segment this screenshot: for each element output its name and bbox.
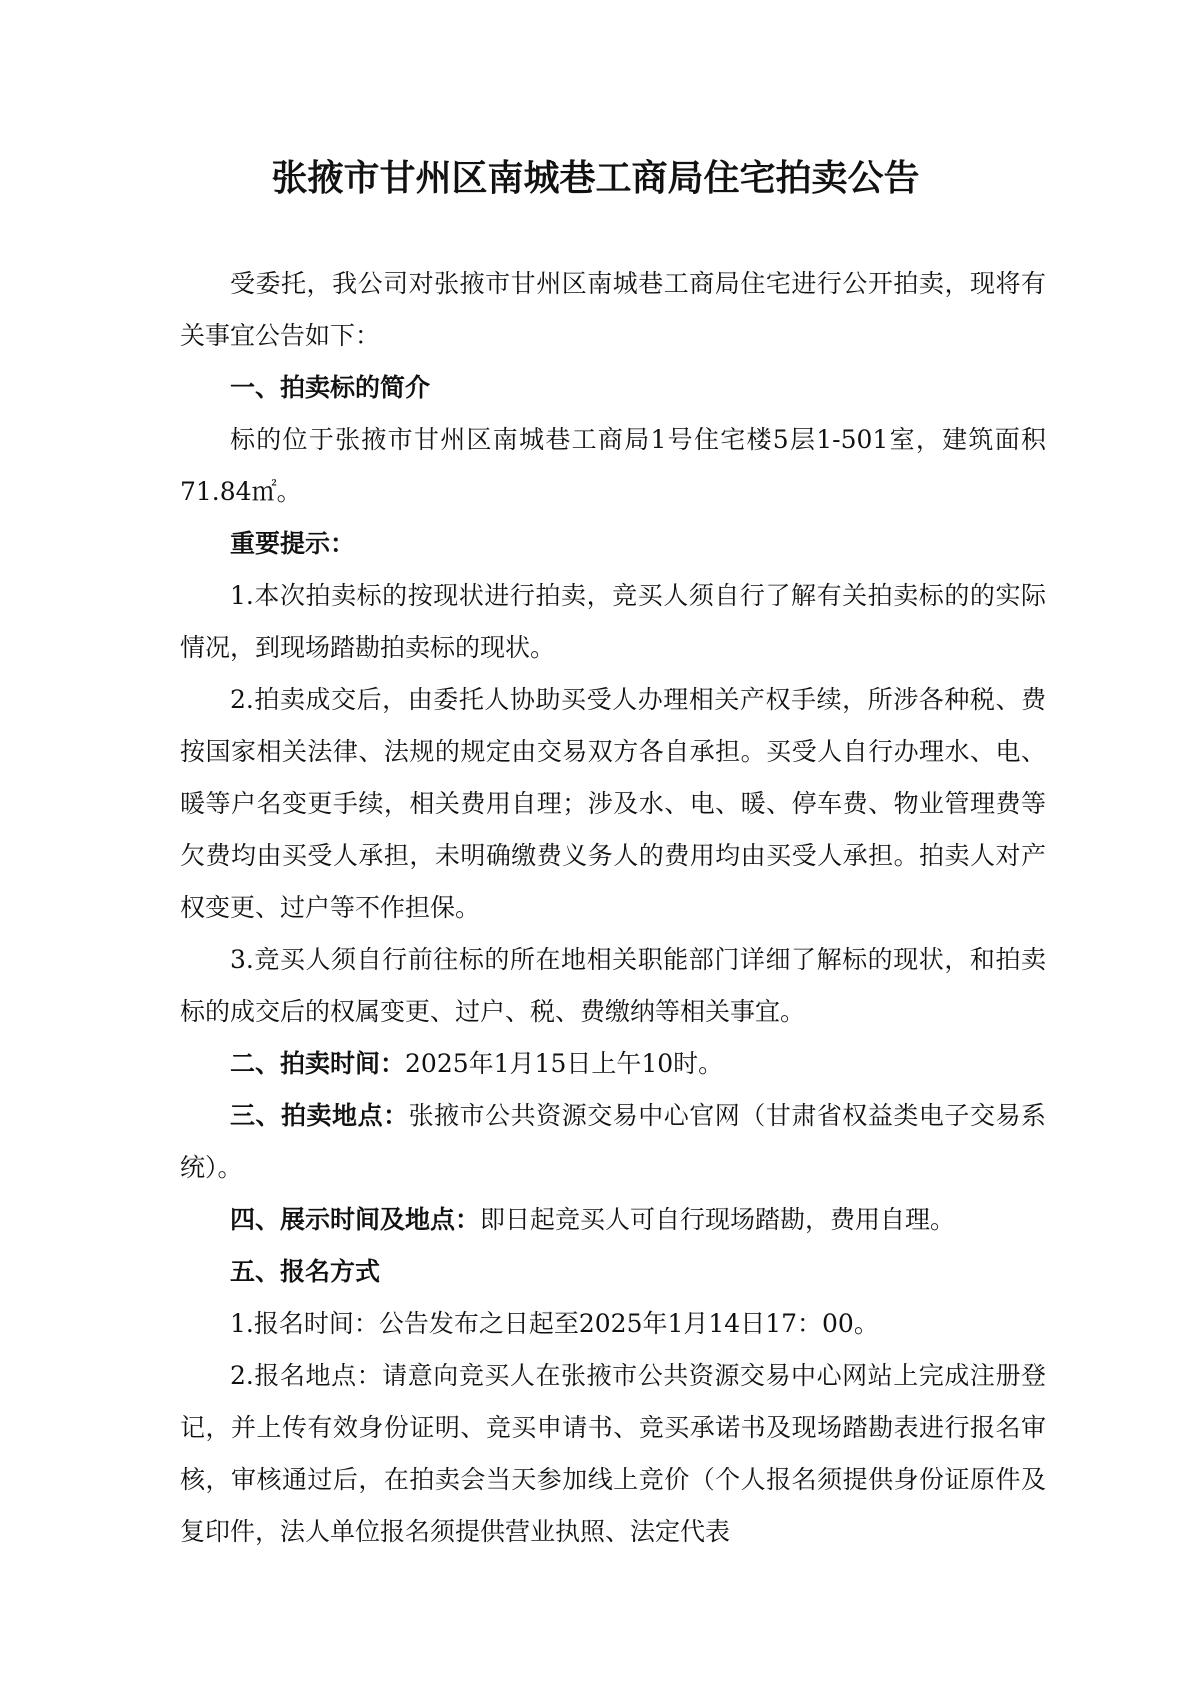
subject-description: 标的位于张掖市甘州区南城巷工商局1号住宅楼5层1-501室，建筑面积71.84㎡。 [180, 425, 1046, 506]
auction-time-paragraph [180, 1038, 1046, 1090]
notice-item-3: 3.竞买人须自行前往标的所在地相关职能部门详细了解标的现状，和拍卖标的成交后的权属变更、过户、税、费缴纳等相关事宜。 [180, 945, 1046, 1026]
section-heading-registration: 五、报名方式 [230, 1257, 381, 1286]
registration-time: 1.报名时间：公告发布之日起至2025年1月14日17：00。 [230, 1309, 879, 1338]
notice-item-2: 2.拍卖成交后，由委托人协助买受人办理相关产权手续，所涉各种税、费按国家相关法律、法规的规定由交易双方各自承担。买受人自行办理水、电、暖等户名变更手续，相关费用自理；涉及水、电、暖、停车费、物业管理费等欠费均由买受人承担，未明确缴费义务人的费用均由买受人承担。拍卖人对产权变更、过户等不作担保。 [180, 685, 1046, 922]
auction-location-value: 张掖市公共资源交易中心官网（甘肃省权益类电子交易系统）。 [180, 1101, 1046, 1182]
auction-location-label: 三、拍卖地点： [230, 1101, 409, 1130]
registration-location: 2.报名地点：请意向竞买人在张掖市公共资源交易中心网站上完成注册登记，并上传有效身份证明、竞买申请书、竞买承诺书及现场踏勘表进行报名审核，审核通过后，在拍卖会当天参加线上竞价（个人报名须提供身份证原件及复印件，法人单位报名须提供营业执照、法定代表 [180, 1361, 1046, 1546]
display-time-value: 即日起竞买人可自行现场踏勘，费用自理。 [480, 1205, 956, 1234]
important-notice-heading: 重要提示： [230, 529, 356, 558]
document-body [180, 258, 1046, 1558]
notice-item-1: 1.本次拍卖标的按现状进行拍卖，竞买人须自行了解有关拍卖标的的实际情况，到现场踏勘拍卖标的现状。 [180, 581, 1046, 662]
auction-time-label: 二、拍卖时间： [230, 1049, 406, 1078]
display-time-paragraph [180, 1194, 1046, 1246]
section-heading-subject: 一、拍卖标的简介 [230, 373, 431, 402]
display-time-label: 四、展示时间及地点： [230, 1205, 481, 1234]
auction-location-paragraph [180, 1090, 1046, 1194]
intro-paragraph: 受委托，我公司对张掖市甘州区南城巷工商局住宅进行公开拍卖，现将有关事宜公告如下： [180, 269, 1046, 350]
auction-time-value: 2025年1月15日上午10时。 [405, 1049, 724, 1078]
document-title: 张掖市甘州区南城巷工商局住宅拍卖公告 [271, 157, 920, 199]
